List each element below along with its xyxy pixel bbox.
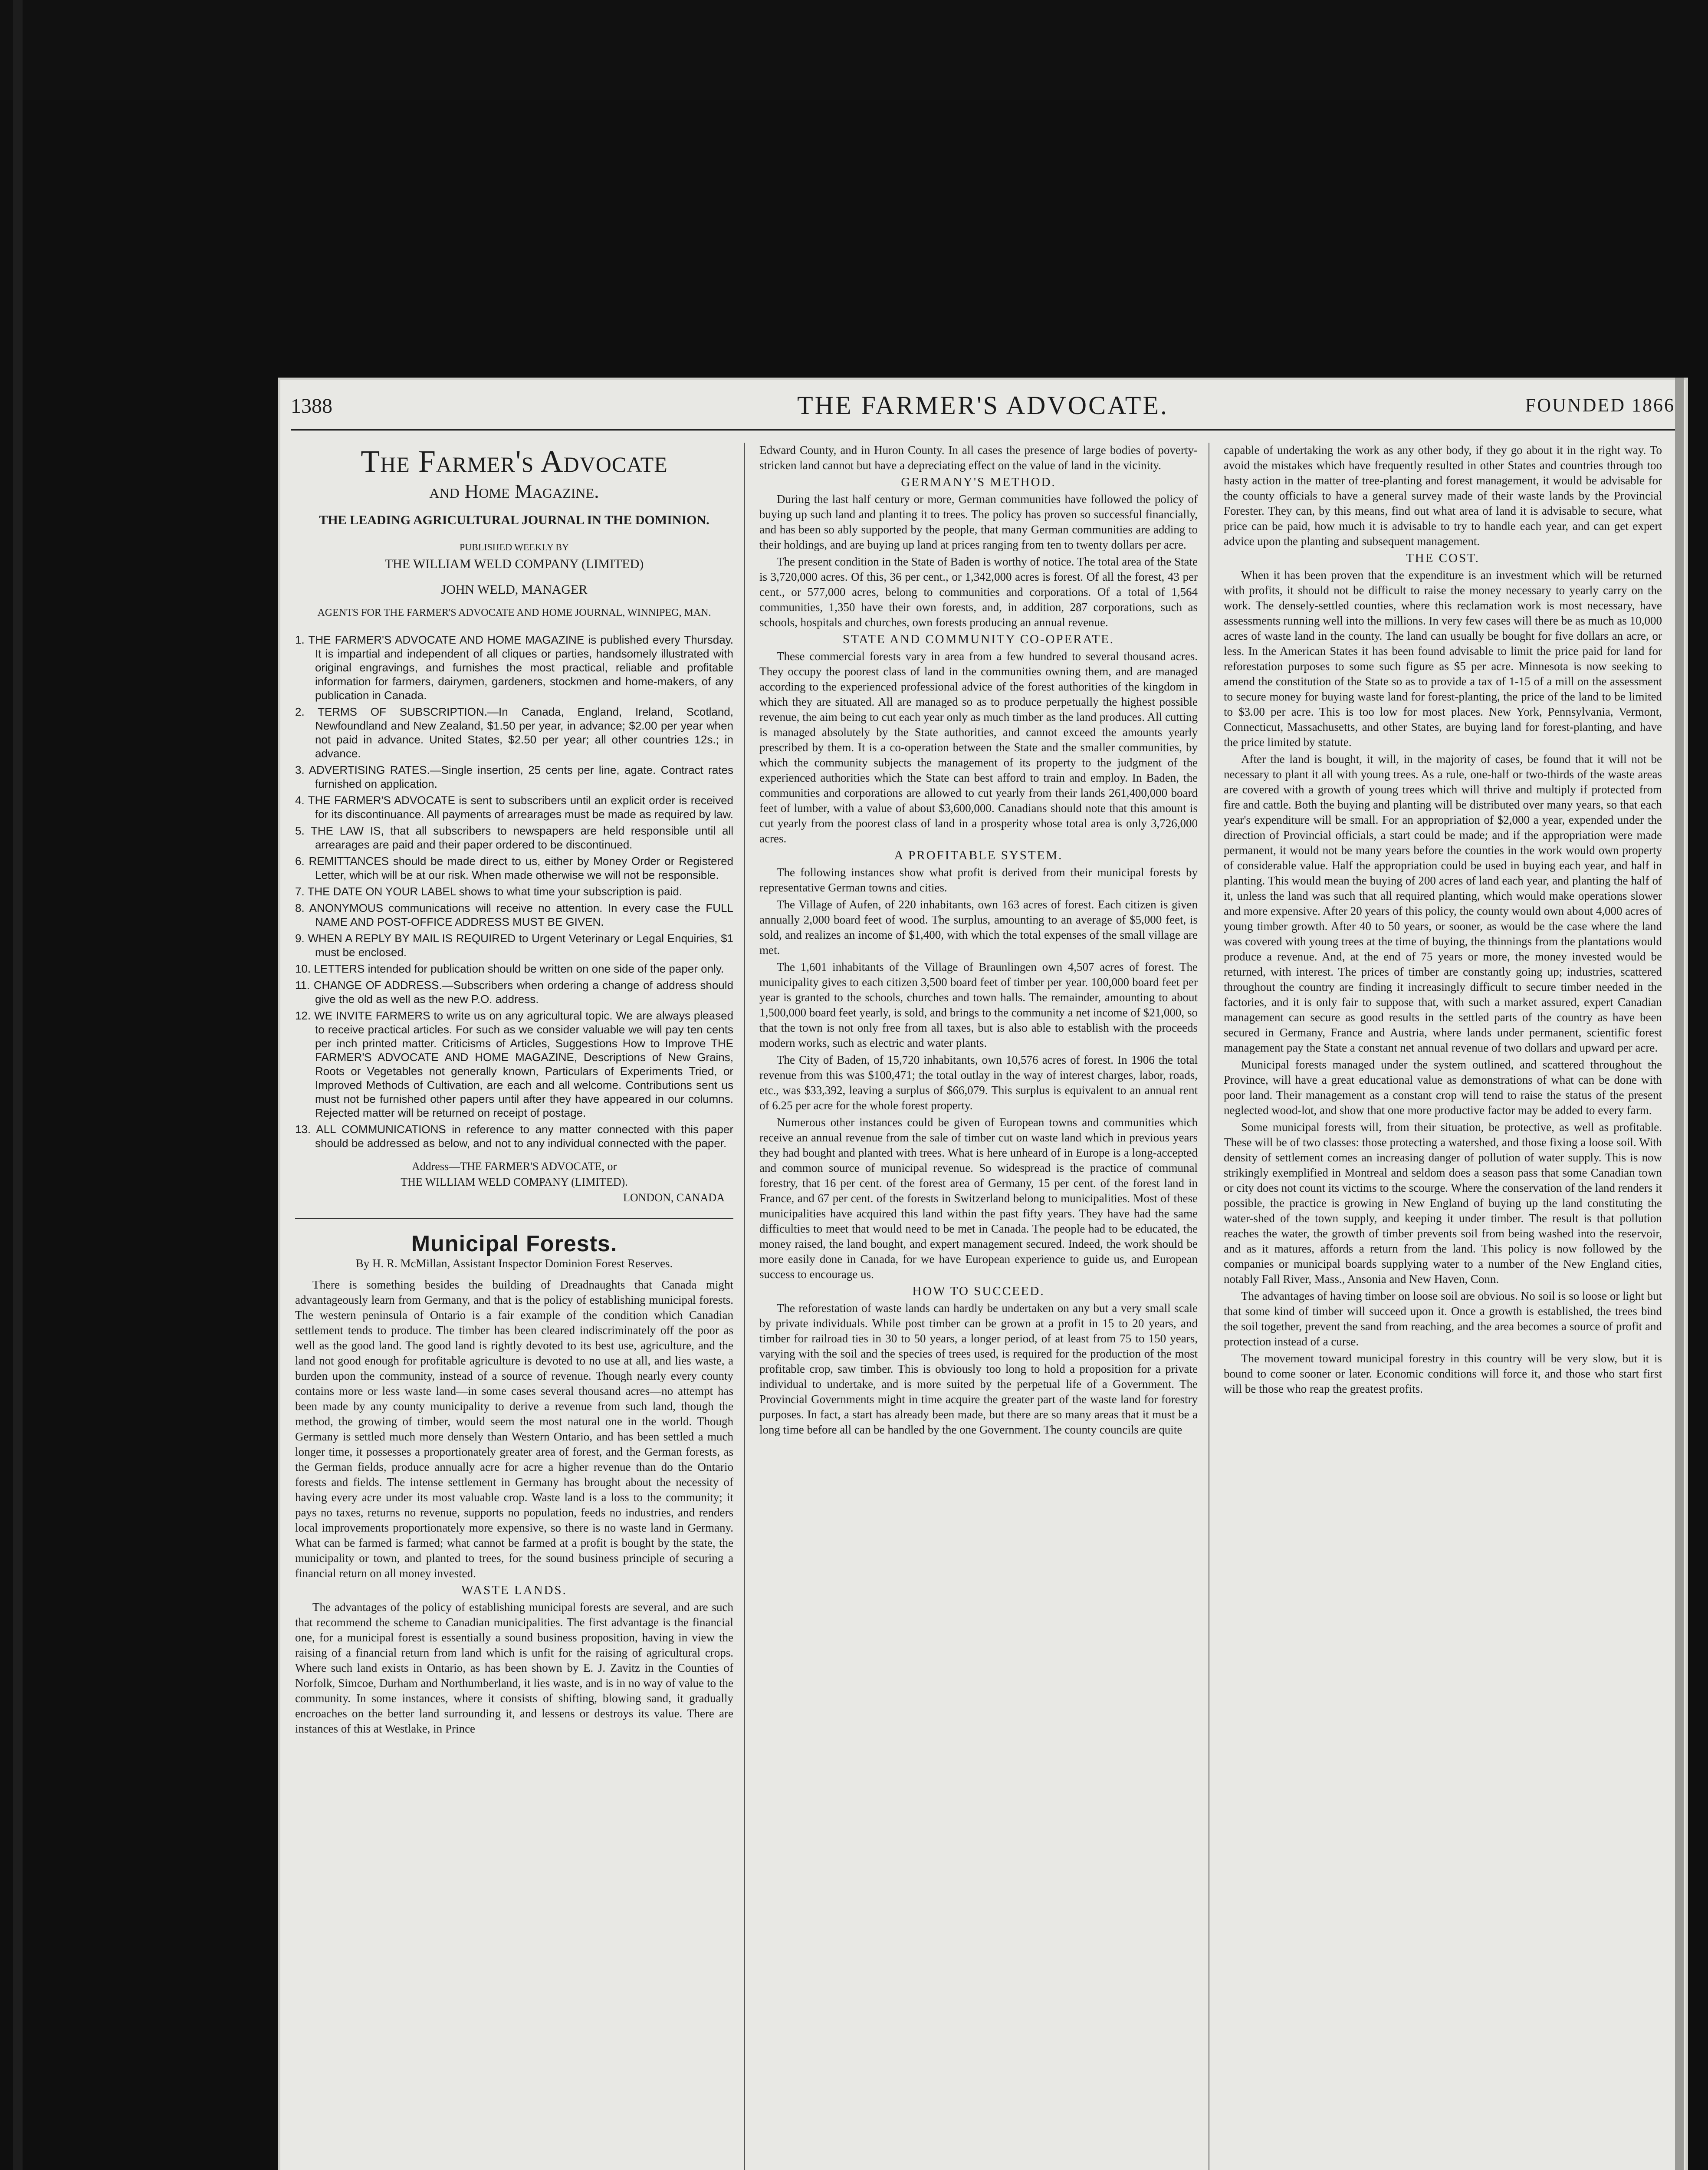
- terms-list: [295, 633, 733, 1150]
- article-paragraph: When it has been proven that the expenditure is an investment which will be returned with profits, it should not be difficult to raise the money necessary to yearly carry on the work. The densely-settled counties, where this reclamation work is most necessary, have assessments running well into the millions. In very few cases will there be as much as 10,000 acres of waste land in the county. The land can usually be bought for five dollars an acre, or less. In the American States it has been found advisable to limit the price paid for land for reforestation purposes to some such figure as $5 per acre. Minnesota is now seeking to amend the constitution of the State so as to provide a tax of 1-15 of a mill on the assessment to secure money for buying waste land for forest-planting, the price of the land to be limited to $3.00 per acre. This is too low for most places. New York, Pennsylvania, Vermont, Connecticut, Massachusetts, and other States, are buying land for forest-planting, and have the price limited by statute.: [1224, 569, 1662, 749]
- article-paragraph: The City of Baden, of 15,720 inhabitants, own 10,576 acres of forest. In 1906 the total revenue from this was $100,471; the total outlay in the way of interest charges, labor, roads, etc., was $33,392, leaving a surplus of $66,079. This surplus is equivalent to an annual rent of 6.25 per acre for the whole forest property.: [759, 1053, 1198, 1112]
- film-left-edge: [13, 0, 23, 2170]
- article-title: Municipal Forests.: [411, 1231, 618, 1256]
- article-paragraph: During the last half century or more, German communities have followed the policy of buying up such land and planting it to trees. The policy has proven so successful financially, and has been so ably supported by the people, that many German communities are adding to their holdings, and are buying up land at prices ranging from ten to twenty dollars per acre.: [759, 493, 1198, 551]
- article-paragraph: Some municipal forests will, from their situation, be protective, as well as profitable. These will be of two classes: those protecting a watershed, and those fixing a loose soil. With density of settlement comes an increasing danger of pollution of water supply. This is now strikingly exemplified in Montreal and seldom does a season pass that some Canadian town or city does not count its victims to the scourge. Where the conservation of the land renders it possible, the practice is growing in New England of buying up the land constituting the water-shed of the town supply, and keeping it under timber. The result is that pollution reaches the water, the growth of timber prevents soil from being washed into the reservoir, and as it matures, affords a return from the land. This policy is now followed by the companies or municipal boards supplying water to a number of the New England cities, notably Fall River, Mass., Ansonia and New Haven, Conn.: [1224, 1121, 1662, 1286]
- newspaper-page: [278, 378, 1688, 2170]
- article-paragraph: The 1,601 inhabitants of the Village of Braunlingen own 4,507 acres of forest. The municipality gives to each citizen 3,500 board feet of timber per year. 100,000 board feet per year is granted to the schools, churches and town halls. The remainder, amounting to about 1,500,000 board feet yearly, is sold, and brings to the community a net income of $21,000, so that the town is not only free from all taxes, but is also able to establish with the proceeds modern works, such as electric and water plants.: [759, 960, 1198, 1049]
- page-header: [291, 391, 1675, 425]
- header-rule: [291, 429, 1675, 431]
- terms-item: 1. THE FARMER'S ADVOCATE AND HOME MAGAZINE is published every Thursday. It is impartial and independent of all cliques or parties, handsomely illustrated with original engravings, and furnishes the most practical, reliable and profitable information for farmers, dairymen, gardeners, stockmen and home-makers, of any publication in Canada.: [295, 633, 733, 702]
- article-paragraph: The following instances show what profit is derived from their municipal forests by representative German towns and cities.: [759, 866, 1198, 894]
- film-top-margin: [0, 0, 1708, 100]
- article-paragraph: Edward County, and in Huron County. In all cases the presence of large bodies of poverty-stricken land cannot but have a depreciating effect on the value of land in the vicinity.: [759, 444, 1198, 472]
- section-heading: WASTE LANDS.: [461, 1583, 567, 1597]
- article-paragraph: The advantages of having timber on loose soil are obvious. No soil is so loose or light but that some kind of timber will succeed upon it. Once a growth is established, the trees bind the soil together, prevent the sand from reaching, and the area becomes a source of profit and protection instead of a curse.: [1224, 1289, 1662, 1348]
- address-line: THE WILLIAM WELD COMPANY (LIMITED).: [401, 1176, 628, 1188]
- terms-item: 10. LETTERS intended for publication should be written on one side of the paper only.: [295, 962, 724, 975]
- masthead-tagline: THE LEADING AGRICULTURAL JOURNAL IN THE DOMINION.: [319, 513, 709, 527]
- article-paragraph: Numerous other instances could be given of European towns and communities which receive an annual revenue from the sale of timber cut on waste land which in previous years they had bought and planted with trees. What is here unheard of in Europe is a long-accepted and common source of municipal revenue. So widespread is the practice of communal forestry, that 16 per cent. of the forest area of Germany, 15 per cent. of the forest land in France, and 67 per cent. of the forests in Switzerland belong to municipalities. Most of these municipalities have acquired this land within the past fifty years. They have had the same difficulties to meet that would need to be met in Canada. The people had to be educated, the money raised, the land bought, and expert management secured. Indeed, the work should be more easily done in Canada, for we have European experience to guide us, and European success to encourage us.: [759, 1116, 1198, 1281]
- article-paragraph: The movement toward municipal forestry in this country will be very slow, but it is bound to come sooner or later. Economic conditions will force it, and those who start first will be those who reap the greatest profits.: [1224, 1352, 1662, 1395]
- founded-line: FOUNDED 1866: [1525, 395, 1675, 416]
- section-heading: STATE AND COMMUNITY CO-OPERATE.: [842, 632, 1115, 646]
- column-1: [295, 443, 733, 1738]
- address-line: Address—THE FARMER'S ADVOCATE, or: [411, 1160, 617, 1173]
- manager-line: JOHN WELD, MANAGER: [441, 582, 588, 597]
- section-rule: [295, 1218, 733, 1219]
- article-paragraph: capable of undertaking the work as any other body, if they go about it in the right way. To avoid the mistakes which have frequently resulted in other States and countries through too hasty action in the matter of tree-planting and forest management, it would be advisable for the county officials to have a general survey made of their waste lands by the Provincial Forester. They can, by this means, find out what area of land it is advisable to secure, what price can be paid, how much it is advisable to try to handle each year, and can get expert advice upon the planting and subsequent management.: [1224, 444, 1662, 548]
- article-byline: By H. R. McMillan, Assistant Inspector Dominion Forest Reserves.: [355, 1257, 673, 1270]
- column-2: [759, 443, 1198, 1439]
- article-paragraph: The reforestation of waste lands can hardly be undertaken on any but a very small scale by private individuals. While post timber can be grown at a profit in 15 to 20 years, and timber for railroad ties in 30 to 50 years, a longer period, of at least from 75 to 150 years, varying with the soil and the species of trees used, is required for the production of the most profitable crop, saw timber. This is obviously too long to hold a proposition for a private individual to undertake, and is more suited by the perpetual life of a Government. The Provincial Governments might in time acquire the greater part of the waste land for forestry purposes. In fact, a start has already been made, but there are so many areas that it must be a long time before all can be handled by the one Government. The county councils are quite: [759, 1302, 1198, 1436]
- terms-item: 13. ALL COMMUNICATIONS in reference to any matter connected with this paper should be addressed as below, and not to any individual connected with the paper.: [295, 1123, 733, 1150]
- section-heading: GERMANY'S METHOD.: [901, 475, 1056, 489]
- terms-item: 12. WE INVITE FARMERS to write us on any agricultural topic. We are always pleased to receive practical articles. For such as we consider valuable we will pay ten cents per inch printed matter. Criticisms of Articles, Suggestions How to Improve THE FARMER'S ADVOCATE AND HOME MAGAZINE, Descriptions of New Grains, Roots or Vegetables not generally known, Particulars of Experiments Tried, or Improved Methods of Cultivation, are each and all welcome. Contributions sent us must not be furnished other papers until after they have appeared in our columns. Rejected matter will be returned on receipt of postage.: [295, 1009, 733, 1119]
- section-heading: A PROFITABLE SYSTEM.: [894, 848, 1063, 862]
- article-paragraph: There is something besides the building of Dreadnaughts that Canada might advantageously learn from Germany, and that is the policy of establishing municipal forests. The western peninsula of Ontario is a fair example of the condition which Canadian settlement tends to produce. The timber has been cleared indiscriminately off the poor as well as the good land. The good land is rightly devoted to its best use, agriculture, and the land not good enough for profitable agriculture is devoted to no use at all, and lies waste, a burden upon the community, instead of a source of revenue. Though nearly every county contains more or less waste land—in some cases several thousand acres—no attempt has been made by any county municipality to derive a revenue from such land, though the method, the growing of timber, would seem the most natural one in the world. Though Germany is settled much more densely than Western Ontario, and has been settled a much longer time, it possesses a proportionately greater area of forest, and the German forests, as the German fields, produce annually acre for acre a higher revenue than do the Ontario forests and fields. The intense settlement in Germany has brought about the necessity of having every acre under its most valuable crop. Waste land is a loss to the community; it pays no taxes, returns no revenue, supports no population, feeds no industries, and renders local improvements proportionately more expensive, so there is no waste land in Germany. What can be farmed is farmed; what cannot be farmed at a profit is bought by the state, the municipality or town, and planted to trees, for the sound business principle of securing a financial return on all money invested.: [295, 1278, 733, 1580]
- terms-item: 4. THE FARMER'S ADVOCATE is sent to subscribers until an explicit order is received for its discontinuance. All payments of arrearages must be made as required by law.: [295, 794, 733, 821]
- article-paragraph: Municipal forests managed under the system outlined, and scattered throughout the Province, will have a great educational value as demonstrations of what can be done with poor land. Their management as a constant crop will tend to raise the status of the present neglected wood-lot, and show that one more productive factor may be added to every farm.: [1224, 1058, 1662, 1117]
- published-by: PUBLISHED WEEKLY BY: [459, 542, 569, 552]
- article-paragraph: The present condition in the State of Baden is worthy of notice. The total area of the State is 3,720,000 acres. Of this, 36 per cent., or 1,342,000 acres is forest. Of all the forest, 43 per cent., or 577,000 acres, belong to communities and corporations. Of a total of 1,564 communities, 1,350 have their own forests, and, in addition, 287 corporations, such as schools, hospitals and churches, own forests producing an annual revenue.: [759, 555, 1198, 629]
- terms-item: 11. CHANGE OF ADDRESS.—Subscribers when ordering a change of address should give the old as well as the new P.O. address.: [295, 979, 733, 1006]
- column-3: [1224, 443, 1662, 1398]
- terms-item: 9. WHEN A REPLY BY MAIL IS REQUIRED to Urgent Veterinary or Legal Enquiries, $1 must be enclosed.: [295, 932, 733, 959]
- masthead-title: The Farmer's Advocate: [361, 444, 668, 479]
- terms-item: 7. THE DATE ON YOUR LABEL shows to what time your subscription is paid.: [295, 885, 683, 898]
- masthead-subtitle: and Home Magazine.: [429, 480, 599, 502]
- terms-item: 6. REMITTANCES should be made direct to us, either by Money Order or Registered Letter, which will be at our risk. When made otherwise we will not be responsible.: [295, 855, 733, 881]
- page-number: 1388: [291, 395, 332, 418]
- terms-item: 3. ADVERTISING RATES.—Single insertion, 25 cents per line, agate. Contract rates furnished on application.: [295, 763, 733, 790]
- column-divider: [744, 443, 745, 2170]
- article-paragraph: These commercial forests vary in area from a few hundred to several thousand acres. They occupy the poorest class of land in the communities owning them, and are managed according to the experienced professional advice of the forest authorities of the kingdom in which they are situated. All are managed so as to produce perpetually the highest possible revenue, the aim being to cut each year only as much timber as the land produces. All cutting is managed absolutely by the State authorities, and cannot exceed the amounts yearly prescribed by them. It is a co-operation between the State and the smaller communities, by which the community subjects the management of its property to the judgment of the experienced authorities which the State can best afford to train and employ. In Baden, the communities and corporations are allowed to cut yearly from their lands 261,400,000 board feet of lumber, with a value of about $3,600,000. Canadians should note that this amount is cut yearly from the poorest class of land in a prosperity whose total area is only 3,726,000 acres.: [759, 650, 1198, 845]
- article-paragraph: The advantages of the policy of establishing municipal forests are several, and are such that recommend the scheme to Canadian municipalities. The first advantage is the financial one, for a municipal forest is essentially a sound business proposition, having in view the raising of a financial return from land which is unfit for the raising of agricultural crops. Where such land exists in Ontario, as has been shown by E. J. Zavitz in the Counties of Norfolk, Simcoe, Durham and Northumberland, it lies waste, and is in no way of value to the community. In some instances, where it consists of shifting, blowing sand, it gradually encroaches on the better land surrounding it, and lessens or destroys its value. There are instances of this at Westlake, in Prince: [295, 1601, 733, 1735]
- section-heading: HOW TO SUCCEED.: [912, 1284, 1045, 1298]
- section-heading: THE COST.: [1406, 551, 1480, 565]
- terms-item: 5. THE LAW IS, that all subscribers to newspapers are held responsible until all arrearages are paid and their paper ordered to be discontinued.: [295, 824, 733, 851]
- article-paragraph: After the land is bought, it will, in the majority of cases, be found that it will not be necessary to plant it all with young trees. As a rule, one-half or two-thirds of the waste areas are covered with a growth of young trees which will thrive and multiply if protected from fire and cattle. Both the buying and planting will be distributed over many years, so that each year's expenditure will be small. For an appropriation of $2,000 a year, expended under the direction of Provincial officials, a start could be made; and if the appropriation were made permanent, it would not be many years before the counties in the work would own property of considerable value. Half the appropriation could be used in buying each year, and half in planting. This would mean the buying of 200 acres of land each year, and planting the half of it, unless the land was such that all required planting, which would make operations slower and more expensive. After 20 years of this policy, the county would own about 4,000 acres of young timber growth. After 40 to 50 years, or sooner, as would be the case where the land was covered with young trees at the time of buying, the thinnings from the plantations would produce a revenue. And, at the end of 75 years or more, the money invested would be returned, with interest. The prices of timber are constantly going up; industries, scattered throughout the country are finding it increasingly difficult to secure timber needed in the factories, and it is only fair to suppose that, with such a market assured, expert Canadian management can secure as good results in the settled parts of the country as have been secured in Germany, France and Austria, where lands under permanent, scientific forest management pay the State a constant net annual revenue of two dollars and upward per acre.: [1224, 753, 1662, 1054]
- page-edge-shadow: [1675, 378, 1684, 2170]
- address-block: [295, 1159, 733, 1206]
- address-city: LONDON, CANADA: [623, 1191, 725, 1204]
- article-paragraph: The Village of Aufen, of 220 inhabitants, own 163 acres of forest. Each citizen is given annually 2,000 board feet of wood. The surplus, amounting to an average of $5,000 feet, is sold, and realizes an income of $1,400, with which the total expenses of the small village are met.: [759, 898, 1198, 957]
- terms-item: 8. ANONYMOUS communications will receive no attention. In every case the FULL NAME AND POST-OFFICE ADDRESS MUST BE GIVEN.: [295, 901, 733, 928]
- publisher-company: THE WILLIAM WELD COMPANY (LIMITED): [384, 557, 644, 571]
- agents-line: AGENTS FOR THE FARMER'S ADVOCATE AND HOME JOURNAL, WINNIPEG, MAN.: [317, 607, 711, 618]
- running-head: THE FARMER'S ADVOCATE.: [797, 391, 1169, 420]
- terms-item: 2. TERMS OF SUBSCRIPTION.—In Canada, England, Ireland, Scotland, Newfoundland and New Zealand, $1.50 per year, in advance; $2.00 per year when not paid in advance. United States, $2.50 per year; all other countries 12s.; in advance.: [295, 705, 733, 760]
